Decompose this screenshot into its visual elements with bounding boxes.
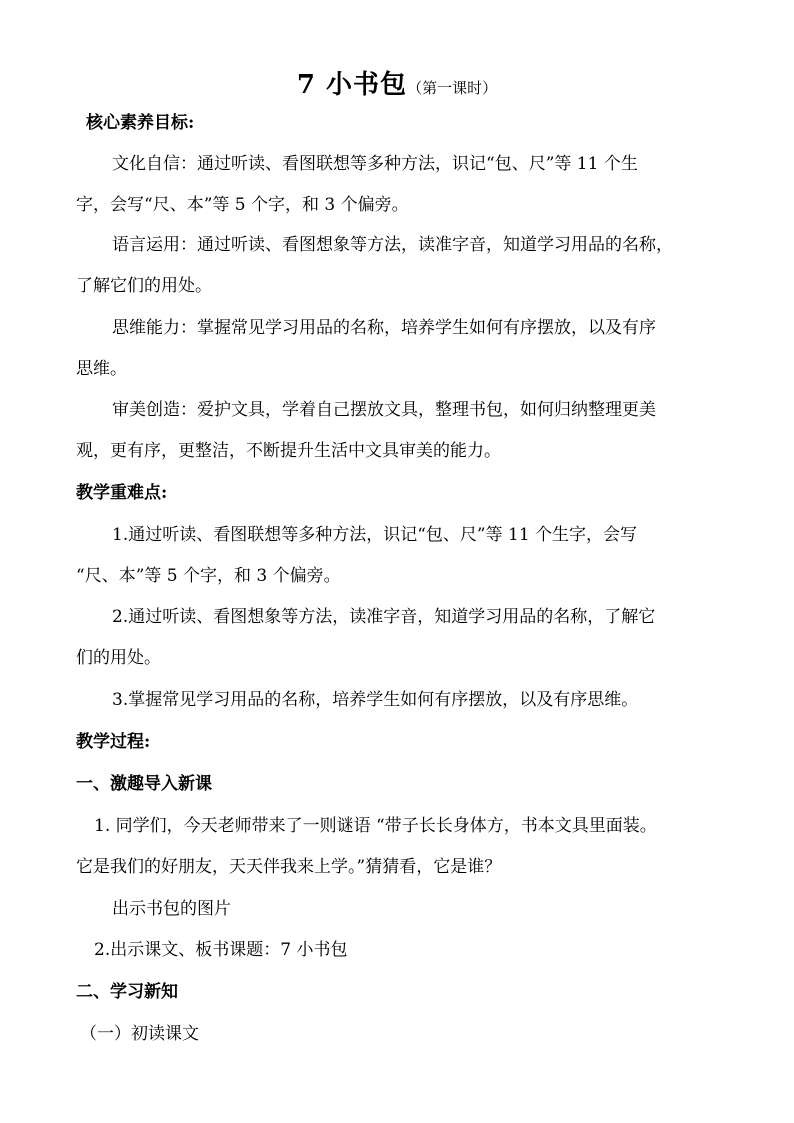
goal2-line1: 语言运用：通过听读、看图想象等方法，读准字音，知道学习用品的名称， [112, 235, 673, 255]
key2-line1: 2.通过听读、看图想象等方法，读准字音，知道学习用品的名称，了解它 [112, 607, 656, 627]
goal3-line1: 思维能力：掌握常见学习用品的名称，培养学生如何有序摆放，以及有序 [112, 318, 656, 338]
goal4-line1: 审美创造：爱护文具，学着自己摆放文具，整理书包，如何归纳整理更美 [112, 400, 656, 420]
key1-line2: “尺、本”等 5 个字，和 3 个偏旁。 [76, 566, 341, 586]
goal1-line2: 字，会写“尺、本”等 5 个字，和 3 个偏旁。 [76, 195, 409, 215]
p1-line3: 出示书包的图片 [112, 899, 231, 919]
p2-line1: 2.出示课文、板书课题：7 小书包 [94, 940, 348, 960]
part2-heading: 二、学习新知 [76, 982, 178, 1002]
sub1-heading: （一）初读课文 [80, 1024, 199, 1044]
goal2-line2: 了解它们的用处。 [76, 276, 212, 296]
goal1-line1: 文化自信：通过听读、看图联想等多种方法，识记“包、尺”等 11 个生 [112, 154, 638, 174]
p1-line2: 它是我们的好朋友，天天伴我来上学。”猜猜看，它是谁？ [76, 857, 502, 877]
core-goals-heading: 核心素养目标: [86, 113, 195, 133]
goal3-line2: 思维。 [76, 359, 127, 379]
key3-line1: 3.掌握常见学习用品的名称，培养学生如何有序摆放，以及有序思维。 [112, 690, 639, 710]
key2-line2: 们的用处。 [76, 648, 161, 668]
title-main: 7 小书包 [296, 70, 408, 100]
page-title [0, 64, 794, 101]
goal4-line2: 观，更有序，更整洁，不断提升生活中文具审美的能力。 [76, 441, 501, 461]
process-heading: 教学过程: [76, 732, 151, 752]
part1-heading: 一、激趣导入新课 [76, 774, 212, 794]
key1-line1: 1.通过听读、看图联想等多种方法，识记“包、尺”等 11 个生字，会写 [112, 525, 638, 545]
key-points-heading: 教学重难点: [76, 483, 168, 503]
p1-line1: 1. 同学们，今天老师带来了一则谜语 “带子长长身体方，书本文具里面装。 [94, 816, 657, 836]
title-subtitle: （第一课时） [407, 79, 498, 97]
